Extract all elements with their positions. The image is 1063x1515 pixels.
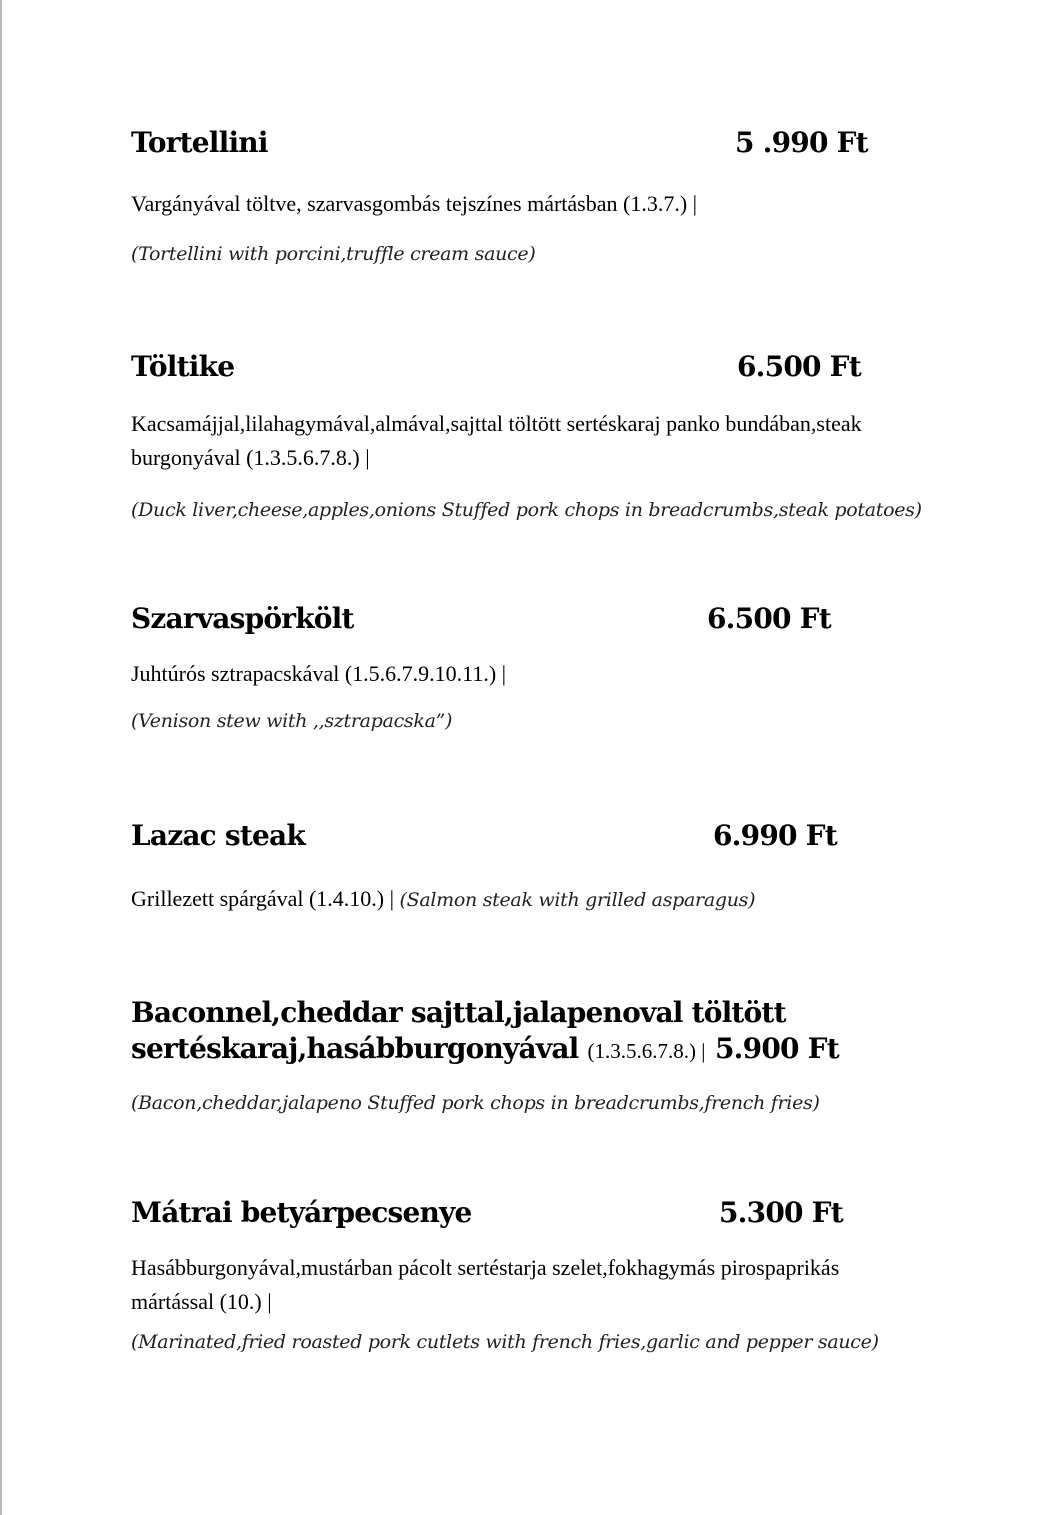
dish-english: (Bacon,cheddar,jalapeno Stuffed pork chops in breadcrumbs,french fries) (131, 1092, 820, 1114)
dish-name: Töltike (131, 350, 235, 383)
dish-english: (Tortellini with porcini,truffle cream sauce) (131, 243, 536, 265)
dish-price: 6.990 Ft (713, 819, 837, 852)
dish-english: (Venison stew with ,,sztrapacska”) (131, 710, 453, 732)
dish-description: Grillezett spárgával (1.4.10.) | (131, 886, 395, 911)
dish-english: (Duck liver,cheese,apples,onions Stuffed pork chops in breadcrumbs,steak potatoes) (131, 499, 922, 521)
dish-price: 5.900 Ft (715, 1032, 839, 1065)
dish-price: 5 .990 Ft (735, 126, 868, 159)
dish-name: Tortellini (131, 126, 268, 159)
dish-name: Mátrai betyárpecsenye (131, 1196, 472, 1229)
dish-description: Hasábburgonyával,mustárban pácolt sertéstarja szelet,fokhagymás pirospaprikás mártással (10.) | (131, 1255, 840, 1314)
dish-price: 5.300 Ft (719, 1196, 843, 1229)
dish-english: (Marinated,fried roasted pork cutlets with french fries,garlic and pepper sauce) (131, 1331, 879, 1353)
dish-name: Baconnel,cheddar sajttal,jalapenoval töltött sertéskaraj,hasábburgonyával (131, 996, 786, 1065)
dish-description: Kacsamájjal,lilahagymával,almával,sajttal töltött sertéskaraj panko bundában,steak burgonyával (1.3.5.6.7.8.) | (131, 411, 862, 470)
dish-description: Juhtúrós sztrapacskával (1.5.6.7.9.10.11.) | (131, 661, 507, 686)
dish-description: Vargányával töltve, szarvasgombás tejszínes mártásban (1.3.7.) | (131, 191, 698, 216)
dish-description-line (131, 882, 755, 917)
dish-english: (Salmon steak with grilled asparagus) (399, 889, 756, 911)
dish-price: 6.500 Ft (707, 602, 831, 635)
dish-allergens: (1.3.5.6.7.8.) | (587, 1039, 706, 1063)
dish-price: 6.500 Ft (737, 350, 861, 383)
dish-name: Lazac steak (131, 819, 305, 852)
dish-name: Szarvaspörkölt (131, 602, 354, 635)
